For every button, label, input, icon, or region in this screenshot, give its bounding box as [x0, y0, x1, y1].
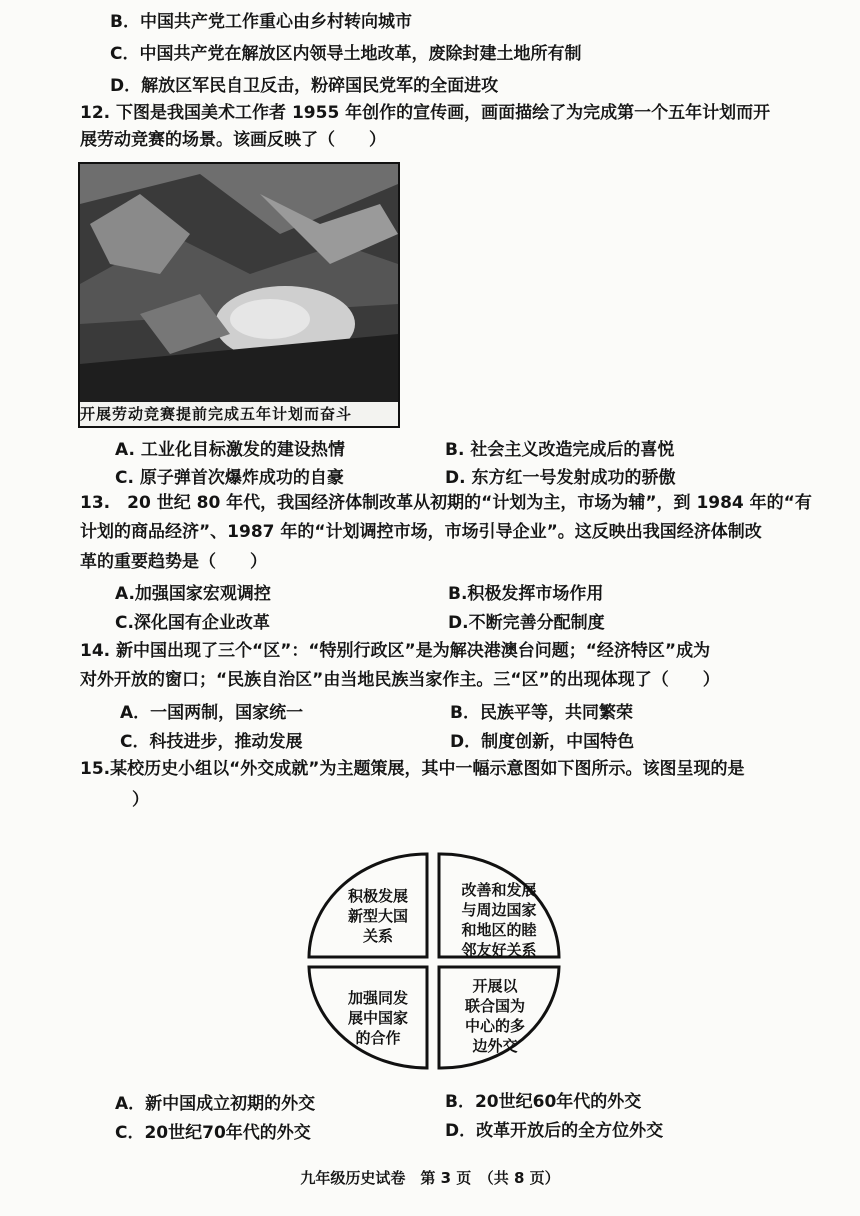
- q12-stem-line1: 12. 下图是我国美术工作者 1955 年创作的宣传画，画面描绘了为完成第一个五年计划而开: [80, 103, 771, 123]
- q13-stem-line2: 计划的商品经济”、1987 年的“计划调控市场，市场引导企业”。这反映出我国经济体制改: [80, 522, 762, 542]
- q15-option-a: A．新中国成立初期的外交: [115, 1094, 316, 1114]
- q15-option-b: B．20世纪60年代的外交: [445, 1092, 642, 1112]
- q15-stem-line1: 15.某校历史小组以“外交成就”为主题策展，其中一幅示意图如下图所示。该图呈现的是: [80, 759, 745, 779]
- q12-option-c: C. 原子弹首次爆炸成功的自豪: [115, 468, 344, 488]
- q14-option-a: A．一国两制，国家统一: [120, 703, 304, 723]
- propaganda-poster-image: [78, 162, 400, 428]
- diagram-top-right: 改善和发展 与周边国家 和地区的睦 邻友好关系: [461, 881, 537, 959]
- q13-stem-line3: 革的重要趋势是（ ）: [80, 552, 267, 572]
- diagram-bottom-right: 开展以 联合国为 中心的多 边外交: [464, 977, 525, 1055]
- q11-option-d: D．解放区军民自卫反击，粉碎国民党军的全面进攻: [110, 76, 499, 96]
- q11-option-c: C．中国共产党在解放区内领导土地改革，废除封建土地所有制: [110, 44, 582, 64]
- q15-option-c: C．20世纪70年代的外交: [115, 1123, 311, 1143]
- q15-option-d: D．改革开放后的全方位外交: [445, 1121, 664, 1141]
- diplomacy-diagram: [305, 850, 565, 1072]
- q12-stem-line2: 展劳动竞赛的场景。该画反映了（ ）: [80, 130, 386, 150]
- q13-option-a: A.加强国家宏观调控: [115, 584, 271, 604]
- q13-option-b: B.积极发挥市场作用: [448, 584, 604, 604]
- diagram-bottom-left: 加强同发 展中国家 的合作: [347, 989, 408, 1047]
- q12-option-d: D. 东方红一号发射成功的骄傲: [445, 468, 676, 488]
- q13-option-d: D.不断完善分配制度: [448, 613, 605, 633]
- q14-option-c: C．科技进步，推动发展: [120, 732, 303, 752]
- poster-caption: 开展劳动竞赛提前完成五年计划而奋斗: [80, 402, 398, 426]
- q14-stem-line1: 14. 新中国出现了三个“区”：“特别行政区”是为解决港澳台问题；“经济特区”成为: [80, 641, 711, 661]
- diagram-top-left: 积极发展 新型大国 关系: [347, 887, 408, 945]
- q14-option-d: D．制度创新，中国特色: [450, 732, 635, 752]
- q12-option-b: B. 社会主义改造完成后的喜悦: [445, 440, 675, 460]
- q11-option-b: B．中国共产党工作重心由乡村转向城市: [110, 12, 412, 32]
- q14-option-b: B．民族平等，共同繁荣: [450, 703, 633, 723]
- q13-option-c: C.深化国有企业改革: [115, 613, 270, 633]
- q13-stem-line1: 13. 20 世纪 80 年代，我国经济体制改革从初期的“计划为主，市场为辅”，到 1984 年的“有: [80, 493, 812, 513]
- page-footer: 九年级历史试卷 第 3 页 （共 8 页）: [300, 1169, 560, 1187]
- q12-option-a: A. 工业化目标激发的建设热情: [115, 440, 345, 460]
- q15-stem-line2: ）: [132, 790, 149, 810]
- poster-artwork: [80, 164, 398, 402]
- q14-stem-line2: 对外开放的窗口；“民族自治区”由当地民族当家作主。三“区”的出现体现了（ ）: [80, 670, 720, 690]
